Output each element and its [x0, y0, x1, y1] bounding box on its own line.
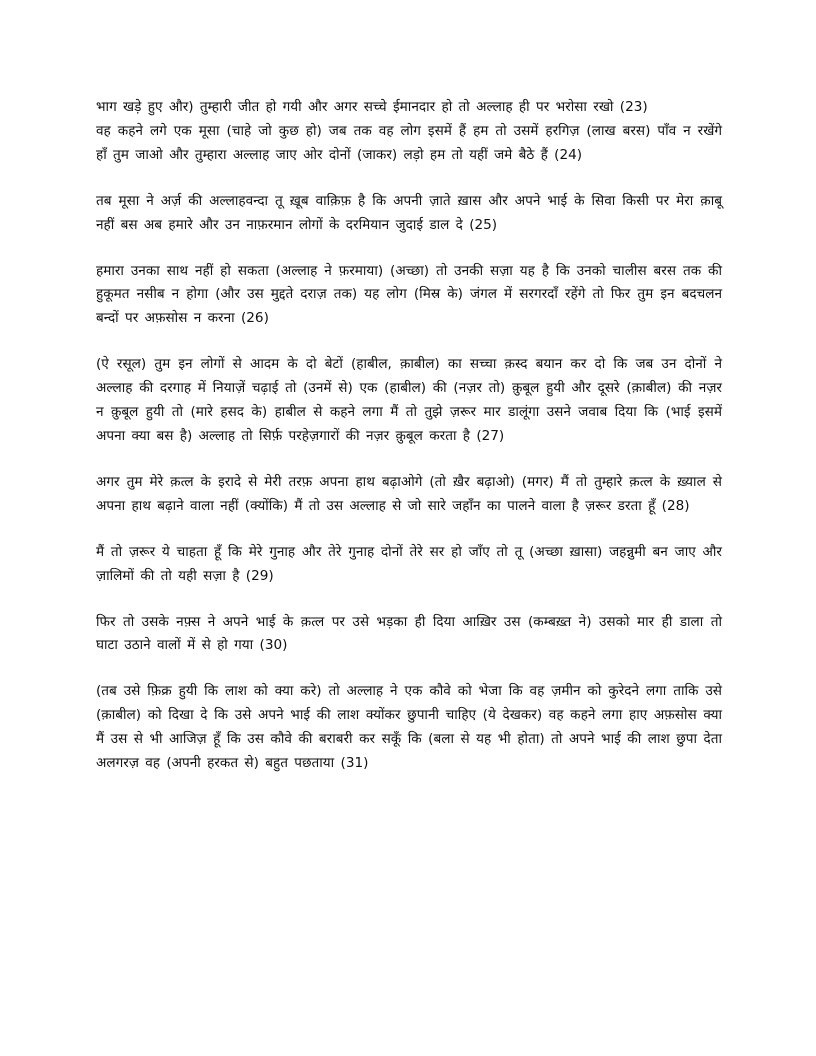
paragraph-verse-27: (ऐ रसूल) तुम इन लोगों से आदम के दो बेटों (हाबील, क़ाबील) का सच्चा क़स्द बयान कर दो कि जब उन दोनों ने अल्लाह की दरगाह में नियाज़ें चढ़ाई तो (उनमें से) एक (हाबील) की (नज़र तो) क़ुबूल हुयी और दूसरे (क़ाबील) की नज़र न क़ुबूल हुयी तो (मारे हसद के) हाबील से कहने लगा मैं तो तुझे ज़रूर मार डालूंगा उसने जवाब दिया कि (भाई इसमें अपना क्या बस है) अल्लाह तो सिर्फ़ परहेज़गारों की नज़र क़ुबूल करता है (27) — [96, 356, 722, 444]
paragraph-verse-23: भाग खड़े हुए और) तुम्हारी जीत हो गयी और अगर सच्चे ईमानदार हो तो अल्लाह ही पर भरोसा रखो (23) — [96, 99, 648, 115]
paragraph-verse-28: अगर तुम मेरे क़त्ल के इरादे से मेरी तरफ़ अपना हाथ बढ़ाओगे (तो ख़ैर बढ़ाओ) (मगर) मैं तो तुम्हारे क़त्ल के ख़्याल से अपना हाथ बढ़ाने वाला नहीं (क्योंकि) मैं तो उस अल्लाह से जो सारे जहाँन का पालने वाला है ज़रूर डरता हूँ (28) — [96, 473, 722, 514]
paragraph-verse-31: (तब उसे फ़िक्र हुयी कि लाश को क्या करे) तो अल्लाह ने एक कौवे को भेजा कि वह ज़मीन को कुरेदने लगा ताकि उसे (क़ाबील) को दिखा दे कि उसे अपने भाई की लाश क्योंकर छुपानी चाहिए (ये देखकर) वह कहने लगा हाए अफ़सोस क्या मैं उस से भी आजिज़ हूँ कि उस कौवे की बराबरी कर सकूँ कि (बला से यह भी होता) तो अपने भाई की लाश छुपा देता अलगरज़ वह (अपनी हरकत से) बहुत पछताया (31) — [96, 683, 722, 772]
paragraph-verse-30: फिर तो उसके नफ़्स ने अपने भाई के क़त्ल पर उसे भड़का ही दिया आख़िर उस (कम्बख़्त ने) उसको मार ही डाला तो घाटा उठाने वालों में से हो गया (30) — [96, 613, 722, 654]
paragraph-verse-29: मैं तो ज़रूर ये चाहता हूँ कि मेरे गुनाह और तेरे गुनाह दोनों तेरे सर हो जाँए तो तू (अच्छा ख़ासा) जहन्नुमी बन जाए और ज़ालिमों की तो यही सज़ा है (29) — [96, 543, 722, 584]
paragraph-verse-25: तब मूसा ने अर्ज़ की अल्लाहवन्दा तू ख़ूब वाक़िफ़ है कि अपनी ज़ाते ख़ास और अपने भाई के सिवा किसी पर मेरा क़ाबू नहीं बस अब हमारे और उन नाफ़रमान लोगों के दरमियान जुदाई डाल दे (25) — [96, 192, 722, 233]
paragraph-verse-24: वह कहने लगे एक मूसा (चाहे जो कुछ हो) जब तक वह लोग इसमें हैं हम तो उसमें हरगिज़ (लाख बरस) पाँव न रखेंगे हाँ तुम जाओ और तुम्हारा अल्लाह जाए ओर दोनों (जाकर) लड़ो हम तो यहीं जमे बैठे हैं (24) — [96, 122, 722, 163]
document-page — [96, 96, 722, 798]
paragraph-verse-26: हमारा उनका साथ नहीं हो सकता (अल्लाह ने फ़रमाया) (अच्छा) तो उनकी सज़ा यह है कि उनको चालीस बरस तक की हुकूमत नसीब न होगा (और उस मुद्दते दराज़ तक) यह लोग (मिस्र के) जंगल में सरगरदाँ रहेंगे तो फिर तुम इन बदचलन बन्दों पर अफ़सोस न करना (26) — [96, 262, 722, 327]
